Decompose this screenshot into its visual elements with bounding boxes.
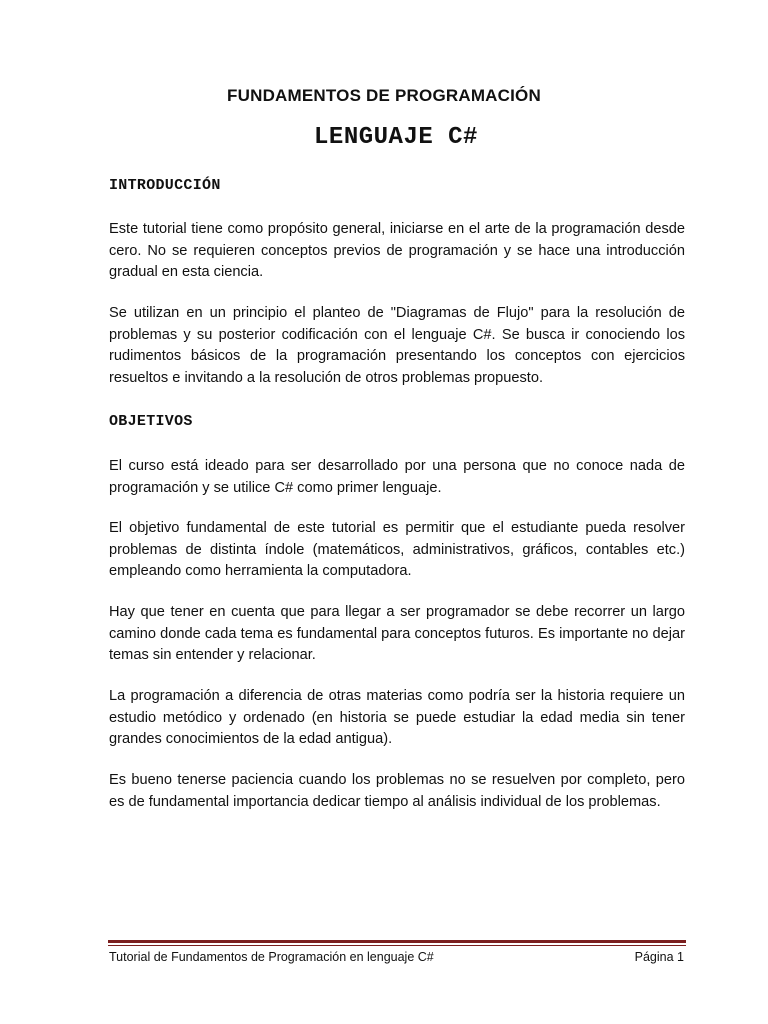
footer-rule <box>108 945 686 946</box>
paragraph: Hay que tener en cuenta que para llegar a ser programador se debe recorrer un largo camino donde cada tema es fundamental para conceptos futuros. Es importante no dejar temas sin entender y relacionar. <box>109 604 685 663</box>
paragraph: El curso está ideado para ser desarrollado por una persona que no conoce nada de programación y se utilice C# como primer lenguaje. <box>109 458 685 496</box>
paragraph: Este tutorial tiene como propósito general, iniciarse en el arte de la programación desde cero. No se requieren conceptos previos de programación y se hace una introducción gradual en esta ciencia. <box>109 221 685 280</box>
document-supertitle: FUNDAMENTOS DE PROGRAMACIÓN <box>227 86 541 105</box>
document-title: LENGUAJE C# <box>314 124 478 151</box>
paragraph: Es bueno tenerse paciencia cuando los problemas no se resuelven por completo, pero es de fundamental importancia dedicar tiempo al análisis individual de los problemas. <box>109 772 685 810</box>
paragraph: Se utilizan en un principio el planteo de "Diagramas de Flujo" para la resolución de problemas y su posterior codificación con el lenguaje C#. Se busca ir conociendo los rudimentos básicos de la programación presentando los conceptos con ejercicios resueltos e invitando a la resolución de otros problemas propuesto. <box>109 305 685 386</box>
section-heading-objetivos: OBJETIVOS <box>109 413 193 430</box>
footer-rule <box>108 940 686 943</box>
paragraph: El objetivo fundamental de este tutorial es permitir que el estudiante pueda resolver problemas de distinta índole (matemáticos, administrativos, gráficos, contables etc.) empleando como herramienta la computadora. <box>109 520 685 579</box>
paragraph: La programación a diferencia de otras materias como podría ser la historia requiere un estudio metódico y ordenado (en historia se puede estudiar la edad media sin tener grandes conocimientos de la edad antigua). <box>109 688 685 747</box>
page-number: Página 1 <box>634 950 684 964</box>
section-heading-introduccion: INTRODUCCIÓN <box>109 177 221 194</box>
footer-title: Tutorial de Fundamentos de Programación en lenguaje C# <box>109 950 434 964</box>
